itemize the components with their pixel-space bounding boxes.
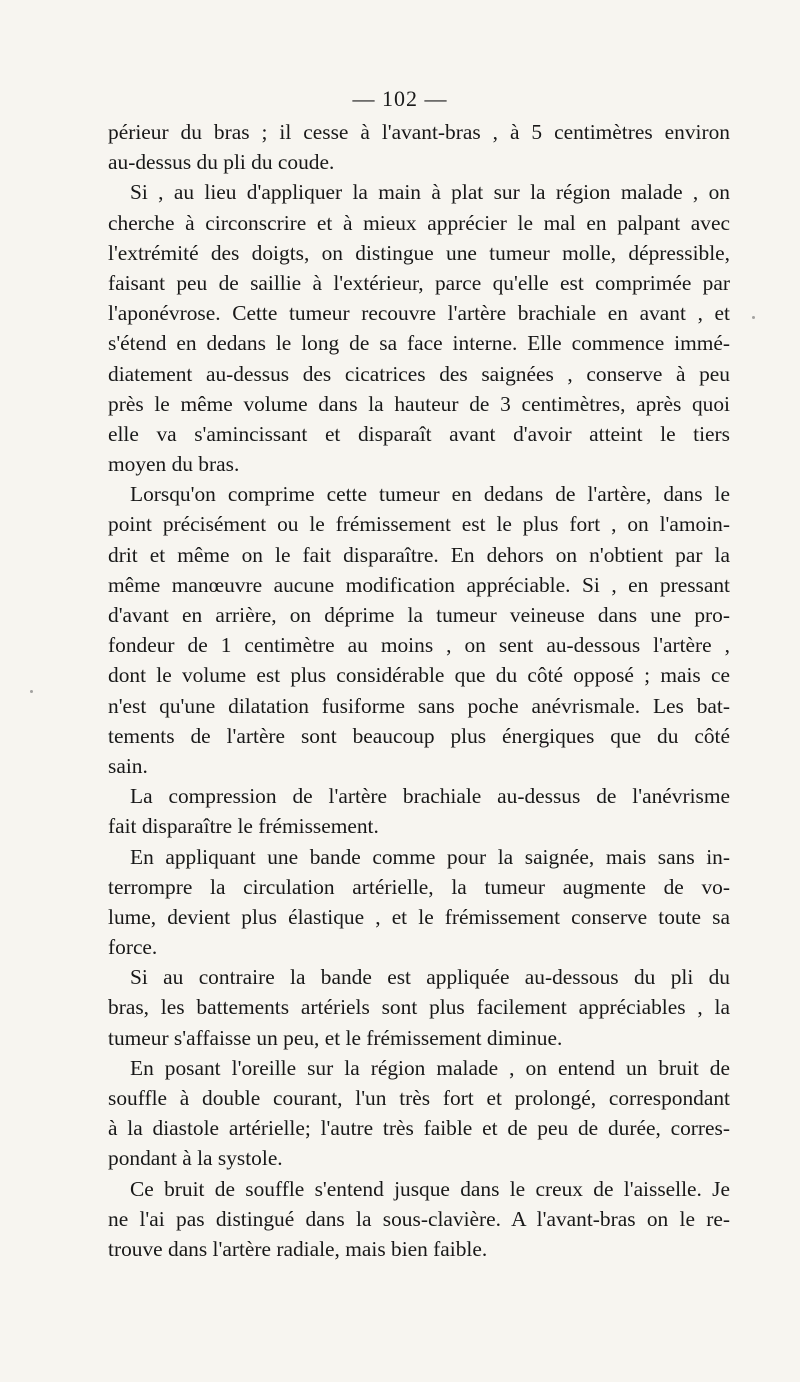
text-line: ne l'ai pas distingué dans la sous-clavière. A l'avant-bras on le re- [108,1206,730,1231]
text-line: moyen du bras. [108,452,240,477]
text-line: périeur du bras ; il cesse à l'avant-bras , à 5 centimètres environ [108,120,730,144]
text-line: bras, les battements artériels sont plus facilement appréciables , la [108,995,730,1020]
paragraph-first-line: En appliquant une bande comme pour la saignée, mais sans in- [130,844,730,869]
page-number: — 102 — [352,86,448,111]
text-line: pondant à la systole. [108,1146,283,1171]
text-line: fondeur de 1 centimètre au moins , on sent au-dessous l'artère , [108,633,730,658]
text-line: souffle à double courant, l'un très fort et prolongé, correspondant [108,1086,730,1110]
paragraph-first-line: La compression de l'artère brachiale au-dessus de l'anévrisme [130,784,730,809]
text-line: diatement au-dessus des cicatrices des saignées , conserve à peu [108,361,730,386]
text-line: d'avant en arrière, on déprime la tumeur veineuse dans une pro- [108,603,730,627]
paragraph-first-line: Ce bruit de souffle s'entend jusque dans le creux de l'aisselle. Je [130,1176,730,1201]
text-line: drit et même on le fait disparaître. En dehors on n'obtient par la [108,542,730,567]
text-line: trouve dans l'artère radiale, mais bien faible. [108,1236,488,1261]
text-line: près le même volume dans la hauteur de 3 centimètres, après quoi [108,391,730,416]
ink-speck [30,690,33,693]
paragraph-first-line: En posant l'oreille sur la région malade , on entend un bruit de [130,1055,730,1080]
text-line: à la diastole artérielle; l'autre très faible et de peu de durée, corres- [108,1116,730,1141]
text-line: point précisément ou le frémissement est le plus fort , on l'amoin- [108,512,730,537]
text-line: faisant peu de saillie à l'extérieur, parce qu'elle est comprimée par [108,270,730,295]
body-text [108,117,730,1264]
text-line: force. [108,935,158,960]
paragraph-first-line: Si au contraire la bande est appliquée au-dessous du pli du [130,965,730,990]
text-line: elle va s'amincissant et disparaît avant d'avoir atteint le tiers [108,421,730,446]
text-line: même manœuvre aucune modification appréciable. Si , en pressant [108,572,730,597]
text-line: terrompre la circulation artérielle, la tumeur augmente de vo- [108,874,730,899]
text-line: tements de l'artère sont beaucoup plus énergiques que du côté [108,723,730,748]
text-line: tumeur s'affaisse un peu, et le frémissement diminue. [108,1025,563,1050]
text-line: fait disparaître le frémissement. [108,814,379,839]
text-line: lume, devient plus élastique , et le frémissement conserve toute sa [108,904,730,929]
text-line: l'extrémité des doigts, on distingue une tumeur molle, dépressible, [108,240,730,265]
text-line: l'aponévrose. Cette tumeur recouvre l'artère brachiale en avant , et [108,301,730,326]
text-line: s'étend en dedans le long de sa face interne. Elle commence immé- [108,331,730,356]
text-line: n'est qu'une dilatation fusiforme sans poche anévrismale. Les bat- [108,693,730,718]
paragraph-first-line: Si , au lieu d'appliquer la main à plat sur la région malade , on [130,180,730,205]
ink-speck [752,316,755,319]
text-line: sain. [108,753,148,778]
paragraph-first-line: Lorsqu'on comprime cette tumeur en dedans de l'artère, dans le [130,482,730,507]
text-line: dont le volume est plus considérable que du côté opposé ; mais ce [108,663,730,688]
text-line: cherche à circonscrire et à mieux apprécier le mal en palpant avec [108,210,730,235]
text-line: au-dessus du pli du coude. [108,150,335,175]
